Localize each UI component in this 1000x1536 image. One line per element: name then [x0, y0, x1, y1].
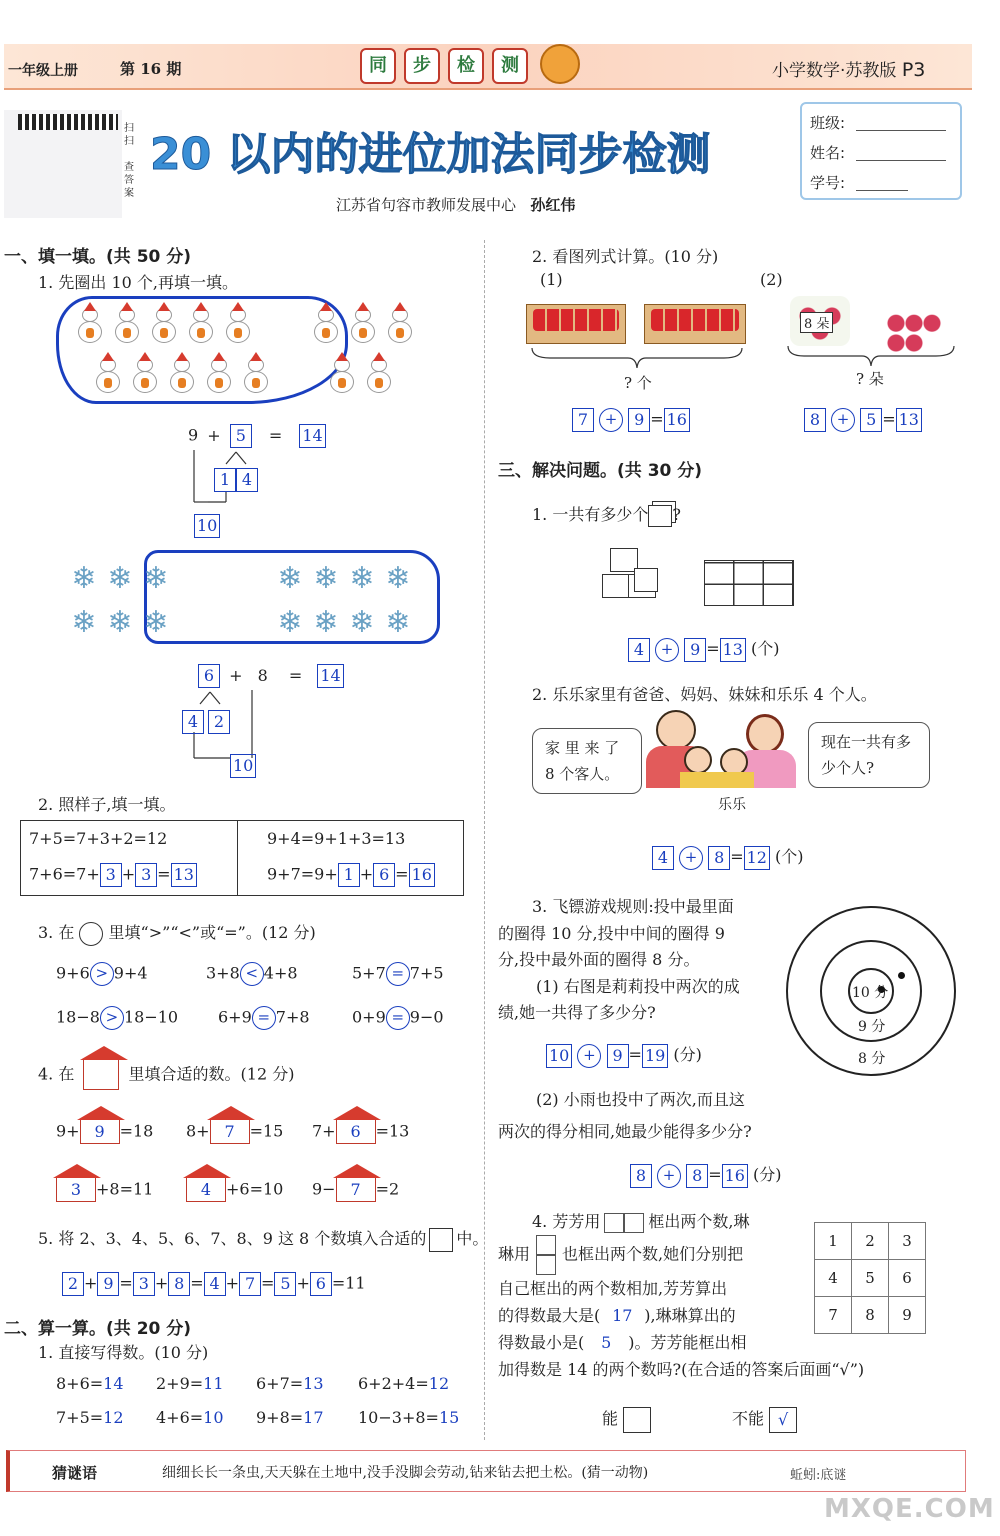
plus-circle-icon: + [831, 408, 855, 432]
q5-box[interactable]: 3 [133, 1272, 155, 1296]
min-answer[interactable]: 5 [601, 1333, 612, 1352]
eq-box[interactable]: 12 [744, 846, 770, 870]
section-2-title: 二、算一算。(共 20 分) [4, 1319, 192, 1339]
compare-circle[interactable]: = [252, 1006, 276, 1030]
eq-box[interactable]: 9 [628, 408, 650, 432]
answer[interactable]: 12 [428, 1374, 450, 1393]
house-answer-box[interactable]: 9 [80, 1120, 120, 1144]
s3-q3-eq1: 10 + 9 = 19 (分) [546, 1042, 702, 1068]
plus-circle-icon: + [577, 1044, 601, 1068]
q2-fill-box[interactable]: 16 [409, 863, 435, 887]
q2-fill-box[interactable]: 3 [100, 863, 122, 887]
grid-cell: 2 [852, 1223, 889, 1260]
cube-stack-right [704, 560, 794, 606]
speech-bubble-right: 现在一共有多 少个人? [808, 722, 930, 788]
q4-row-2: 3 +8=11 4 +6=10 9− 7 =2 [56, 1178, 476, 1202]
s3-q1-prompt: 1. 一共有多少个 ? [532, 502, 681, 527]
eq2-sum-box[interactable]: 14 [317, 664, 343, 688]
snowman-icon [76, 308, 104, 346]
snowman-icon [168, 358, 196, 396]
snowman-icon [349, 308, 377, 346]
q5-box[interactable]: 2 [62, 1272, 84, 1296]
square-symbol-icon [429, 1228, 453, 1252]
cube-stack-left [600, 544, 664, 606]
q5-box[interactable]: 6 [310, 1272, 332, 1296]
banner-char: 检 [448, 48, 484, 84]
banner-char: 步 [404, 48, 440, 84]
house-answer-box[interactable]: 6 [336, 1120, 376, 1144]
answer[interactable]: 17 [303, 1408, 324, 1427]
snowflake-icon: ❄ [385, 605, 411, 640]
q5-equation: 2 + 9 = 3 + 8 = 4 + 7 = 5 + 6 =11 [62, 1272, 366, 1296]
q5-box[interactable]: 7 [239, 1272, 261, 1296]
q3-row-1: 9+6 > 9+4 3+8 < 4+8 5+7 = 7+5 [56, 962, 476, 986]
brace-right [786, 344, 956, 368]
snowflake-icon: ❄ [143, 605, 169, 640]
s3-q3-text: 3. 飞镖游戏规则:投中最里面 的圈得 10 分,投中中间的圈得 9 分,投中最外面的圈得 8 分。 (1) 右图是莉莉投中两次的成 绩,她一共得了多少分? [498, 897, 740, 1022]
name-field[interactable] [856, 160, 946, 161]
snowflake-icon: ❄ [349, 561, 375, 596]
answer[interactable]: 10 [203, 1408, 224, 1427]
no-checkbox[interactable]: √ [769, 1407, 797, 1433]
answer[interactable]: 14 [103, 1374, 124, 1393]
s3-q4-text: 4. 芳芳用 框出两个数,琳 琳用 也框出两个数,她们分别把 自己框出的两个数相加,芳芳算出 的得数最大是( 17 ),琳琳算出的 得数最小是( 5 )。芳芳能框出相 加得数是 14 的两个数吗?(在合适的答案后面画“√”) [498, 1212, 865, 1379]
grid-cell: 1 [815, 1223, 852, 1260]
snowman-group-bottom [94, 358, 270, 396]
eq2-split [182, 710, 230, 734]
ring-label: 9 分 [858, 1019, 886, 1035]
grid-cell: 6 [889, 1260, 926, 1297]
cube-icon [648, 505, 672, 527]
s3-q2-prompt: 2. 乐乐家里有爸爸、妈妈、妹妹和乐乐 4 个人。 [532, 685, 877, 704]
house-answer-box[interactable]: 4 [186, 1178, 226, 1202]
eq-box[interactable]: 4 [628, 638, 650, 662]
compare-circle[interactable]: > [90, 962, 114, 986]
riddle-label: 猜谜语 [52, 1464, 98, 1482]
eq1-split-box[interactable]: 1 [214, 468, 236, 492]
banner-char: 同 [360, 48, 396, 84]
q2-right-fill: 9+7=9+ 1 + 6 = 16 [267, 863, 435, 887]
apple-box-right [644, 304, 746, 344]
snowflake-icon: ❄ [107, 561, 133, 596]
column-divider [484, 240, 485, 1440]
snowman-icon [94, 358, 122, 396]
eq-box[interactable]: 10 [546, 1044, 572, 1068]
eq2-split-box[interactable]: 4 [182, 710, 204, 734]
s2-q1-prompt: 1. 直接写得数。(10 分) [38, 1343, 209, 1362]
class-field[interactable] [856, 130, 946, 131]
plus-circle-icon: + [599, 408, 623, 432]
snowflake-icon: ❄ [277, 605, 303, 640]
ring-label: 10 分 [852, 985, 889, 1001]
grid-cell: 8 [852, 1297, 889, 1334]
author-line: 江苏省句容市教师发展中心 孙红伟 [336, 196, 576, 214]
snowman-icon [150, 308, 178, 346]
eq2-addend-box[interactable]: 6 [198, 664, 220, 688]
eq1-ten [194, 514, 220, 538]
q2-fill-box[interactable]: 1 [338, 863, 360, 887]
snowman-icon [224, 308, 252, 346]
grid-cell: 3 [889, 1223, 926, 1260]
q3-row-2: 18−8 > 18−10 6+9 = 7+8 0+9 = 9−0 [56, 1006, 476, 1030]
snowflake-icon: ❄ [143, 561, 169, 596]
qr-code [4, 110, 122, 218]
snowman-icon [242, 358, 270, 396]
snowman-icon [113, 308, 141, 346]
vertical-frame-icon [536, 1235, 556, 1275]
author-name: 孙红伟 [530, 196, 576, 214]
circle-symbol-icon [79, 922, 103, 946]
subject-label: 小学数学·苏教版 P3 [772, 59, 926, 81]
eq1-addend-box[interactable]: 5 [230, 424, 252, 448]
q2-right-example: 9+4=9+1+3=13 [267, 829, 406, 848]
banner-char: 测 [492, 48, 528, 84]
grid-cell: 9 [889, 1297, 926, 1334]
eq-box[interactable]: 16 [664, 408, 690, 432]
snowman-icon [328, 358, 356, 396]
q2-fill-box[interactable]: 6 [373, 863, 395, 887]
snowflake-icon: ❄ [313, 605, 339, 640]
q2-prompt: 2. 照样子,填一填。 [38, 795, 176, 814]
q5-box[interactable]: 5 [274, 1272, 296, 1296]
q5-prompt: 5. 将 2、3、4、5、6、7、8、9 这 8 个数填入合适的 中。 [38, 1226, 488, 1252]
eq-box[interactable]: 8 [804, 408, 826, 432]
page-title: 20 以内的进位加法同步检测 [150, 129, 711, 180]
r-q2-p1-unit: ? 个 [624, 374, 652, 392]
eq1-row: 9 + 5 = 14 [188, 424, 326, 448]
snowflake-icon: ❄ [107, 605, 133, 640]
dartboard [786, 906, 956, 1076]
dart-hit-icon [898, 972, 905, 979]
house-answer-box[interactable]: 7 [336, 1178, 376, 1202]
yes-checkbox[interactable] [623, 1407, 651, 1433]
family-illustration [640, 706, 800, 788]
page-number: P3 [901, 59, 926, 81]
q2-table [20, 820, 464, 896]
r-q2-p2-unit: ? 朵 [856, 370, 884, 388]
compare-circle[interactable]: < [240, 962, 264, 986]
s3-q1-eq: 4 + 9 = 13 (个) [628, 636, 780, 662]
r-q2-p2-label: (2) [760, 270, 783, 289]
snowflake-icon: ❄ [71, 605, 97, 640]
scan-hint: 扫 扫 查 答 案 [124, 123, 134, 199]
ring-label: 8 分 [858, 1051, 886, 1067]
student-form: 班级: 姓名: 学号: [800, 102, 962, 200]
r-q2-p1-label: (1) [540, 270, 563, 289]
snowman-icon [365, 358, 393, 396]
eq-box[interactable]: 7 [572, 408, 594, 432]
horizontal-frame-icon [604, 1213, 644, 1233]
section-3-title: 三、解决问题。(共 30 分) [498, 461, 703, 481]
riddle-answer: 蚯蚓:底谜 [790, 1468, 847, 1483]
q2-left-fill: 7+6=7+ 3 + 3 = 13 [29, 863, 197, 887]
snowflake-icon: ❄ [385, 561, 411, 596]
eq1-split-box[interactable]: 4 [236, 468, 258, 492]
eq-box[interactable]: 9 [607, 1044, 629, 1068]
compare-circle[interactable]: = [386, 1006, 410, 1030]
eq2-split-box[interactable]: 2 [208, 710, 230, 734]
grid-cell: 4 [815, 1260, 852, 1297]
q4-prompt: 4. 在 里填合适的数。(12 分) [38, 1060, 294, 1090]
snowflake-icon: ❄ [349, 605, 375, 640]
no-option: 不能 √ [732, 1406, 797, 1433]
eq-box[interactable]: 8 [708, 846, 730, 870]
snowflake-icon: ❄ [313, 561, 339, 596]
snowflake-group-right [272, 561, 432, 640]
r-q2-p2-eq: 8 + 5 = 13 [804, 408, 922, 432]
eq-box[interactable]: 5 [860, 408, 882, 432]
snowman-group-top [76, 308, 252, 346]
eq1-sum-box[interactable]: 14 [299, 424, 325, 448]
watermark: MXQE.COM [824, 1494, 995, 1524]
q5-box[interactable]: 8 [168, 1272, 190, 1296]
eq-box[interactable]: 13 [896, 408, 922, 432]
grid-cell: 5 [852, 1260, 889, 1297]
eq-box[interactable]: 19 [642, 1044, 668, 1068]
s3-q2-eq: 4 + 8 = 12 (个) [652, 844, 804, 870]
speech-bubble-left: 家 里 来 了 8 个客人。 [532, 728, 642, 794]
q2-fill-box[interactable]: 13 [171, 863, 197, 887]
eq-box[interactable]: 4 [652, 846, 674, 870]
eq2-ten-box[interactable]: 10 [230, 754, 256, 778]
s3-q3-text2: (2) 小雨也投中了两次,而且这 两次的得分相同,她最少能得多少分? [498, 1090, 752, 1141]
plus-circle-icon: + [679, 846, 703, 870]
house-answer-box[interactable]: 3 [56, 1178, 96, 1202]
snowflake-icon: ❄ [277, 561, 303, 596]
snowman-group-top-right [312, 308, 414, 346]
yes-option: 能 [602, 1406, 651, 1433]
id-field[interactable] [856, 190, 908, 191]
plus-circle-icon: + [657, 1164, 681, 1188]
q5-box[interactable]: 9 [97, 1272, 119, 1296]
eq1-split [214, 468, 258, 492]
eq2-row: 6 + 8 = 14 [198, 664, 344, 688]
eq1-ten-box[interactable]: 10 [194, 514, 220, 538]
issue-label: 第 16 期 [120, 60, 182, 78]
section-1-title: 一、填一填。(共 50 分) [4, 247, 192, 267]
flower-tag: 8 朵 [800, 312, 833, 333]
riddle-text: 细细长长一条虫,天天躲在土地中,没手没脚会劳动,钻来钻去把土松。(猜一动物) [162, 1465, 649, 1481]
number-grid [814, 1222, 926, 1334]
plus-circle-icon: + [655, 638, 679, 662]
banner [360, 48, 528, 84]
snowman-icon [131, 358, 159, 396]
grid-cell: 7 [815, 1297, 852, 1334]
answer[interactable]: 13 [303, 1374, 324, 1393]
snowflake-group-left [66, 561, 186, 640]
answer[interactable]: 15 [438, 1408, 460, 1427]
eq-box[interactable]: 9 [684, 638, 706, 662]
eq2-ten [230, 754, 256, 778]
eq-box[interactable]: 8 [686, 1164, 708, 1188]
snowman-icon [187, 308, 215, 346]
compare-circle[interactable]: = [386, 962, 410, 986]
snowman-icon [386, 308, 414, 346]
s2-row-2: 7+5=12 4+6=10 9+8=17 10−3+8=15 [56, 1408, 460, 1427]
snowflake-icon: ❄ [71, 561, 97, 596]
q3-prompt: 3. 在 里填“>”“<”或“=”。(12 分) [38, 920, 316, 946]
snowman-icon [205, 358, 233, 396]
r-q2-p1-eq: 7 + 9 = 16 [572, 408, 690, 432]
grade-label: 一年级上册 [8, 63, 78, 79]
q2-fill-box[interactable]: 3 [135, 863, 157, 887]
brace-left [530, 346, 744, 370]
answer[interactable]: 12 [103, 1408, 124, 1427]
r-q2-prompt: 2. 看图列式计算。(10 分) [532, 247, 719, 266]
lion-mascot-icon [540, 44, 580, 84]
apple-box-left [526, 304, 626, 344]
house-box-icon [83, 1060, 119, 1090]
eq-box[interactable]: 13 [720, 638, 746, 662]
q4-row-1: 9+ 9 =18 8+ 7 =15 7+ 6 =13 [56, 1120, 476, 1144]
q2-left-example: 7+5=7+3+2=12 [29, 829, 168, 848]
q5-box[interactable]: 4 [204, 1272, 226, 1296]
compare-circle[interactable]: > [100, 1006, 124, 1030]
house-answer-box[interactable]: 7 [210, 1120, 250, 1144]
s3-q3-eq2: 8 + 8 = 16 (分) [630, 1162, 782, 1188]
snowman-icon [312, 308, 340, 346]
q1-prompt: 1. 先圈出 10 个,再填一填。 [38, 273, 238, 292]
answer[interactable]: 11 [203, 1374, 224, 1393]
eq-box[interactable]: 16 [722, 1164, 748, 1188]
max-answer[interactable]: 17 [612, 1306, 633, 1325]
eq-box[interactable]: 8 [630, 1164, 652, 1188]
s2-row-1: 8+6=14 2+9=11 6+7=13 6+2+4=12 [56, 1374, 450, 1393]
kid-label: 乐乐 [718, 797, 746, 813]
snowman-group-bottom-right [328, 358, 393, 396]
